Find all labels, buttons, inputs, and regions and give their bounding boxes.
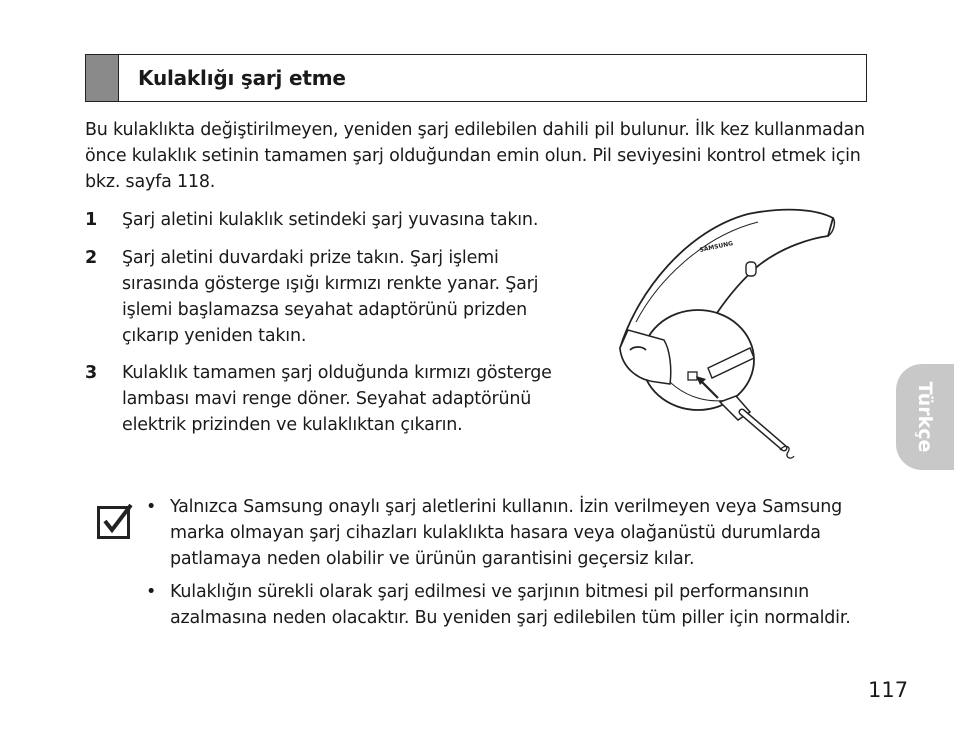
page-number: 117	[868, 678, 909, 702]
step-text: Şarj aletini kulaklık setindeki şarj yuvasına takın.	[122, 210, 539, 230]
step-number: 2	[85, 248, 97, 268]
note-checkbox-icon	[97, 503, 135, 539]
language-tab	[896, 364, 954, 470]
intro-paragraph: Bu kulaklıkta değiştirilmeyen, yeniden şarj edilebilen dahili pil bulunur. İlk kez kullanmadan önce kulaklık setinin tamamen şarj olduğundan emin olun. Pil seviyesini kontrol etmek için bkz. sayfa 118.	[85, 120, 865, 192]
note-text: Kulaklığın sürekli olarak şarj edilmesi ve şarjının bitmesi pil performansının azalmasına neden olacaktır. Bu yeniden şarj edilebilen tüm piller için normaldir.	[170, 582, 851, 628]
language-label: Türkçe	[914, 381, 936, 453]
step-text: Kulaklık tamamen şarj olduğunda kırmızı gösterge lambası mavi renge döner. Seyahat adaptörünü elektrik prizinden ve kulaklıktan çıkarın.	[122, 363, 552, 435]
note-text: Yalnızca Samsung onaylı şarj aletlerini kullanın. İzin verilmeyen veya Samsung marka olmayan şarj cihazları kulaklıkta hasara veya olağanüstü durumlarda patlamaya neden olabilir ve ürünün garantisini geçersiz kılar.	[170, 497, 843, 569]
section-title: Kulaklığı şarj etme	[138, 66, 346, 90]
bullet-icon: •	[146, 497, 157, 517]
step-text: Şarj aletini duvardaki prize takın. Şarj işlemi sırasında gösterge ışığı kırmızı renkte yanar. Şarj işlemi başlamazsa seyahat adaptörünü prizden çıkarıp yeniden takın.	[122, 248, 539, 346]
bullet-icon: •	[146, 582, 157, 602]
section-marker	[86, 55, 119, 101]
headset-charging-illustration	[608, 200, 840, 468]
section-header	[85, 54, 867, 102]
brand-text: SAMSUNG	[698, 240, 734, 254]
step-number: 3	[85, 363, 97, 383]
step-number: 1	[85, 210, 97, 230]
